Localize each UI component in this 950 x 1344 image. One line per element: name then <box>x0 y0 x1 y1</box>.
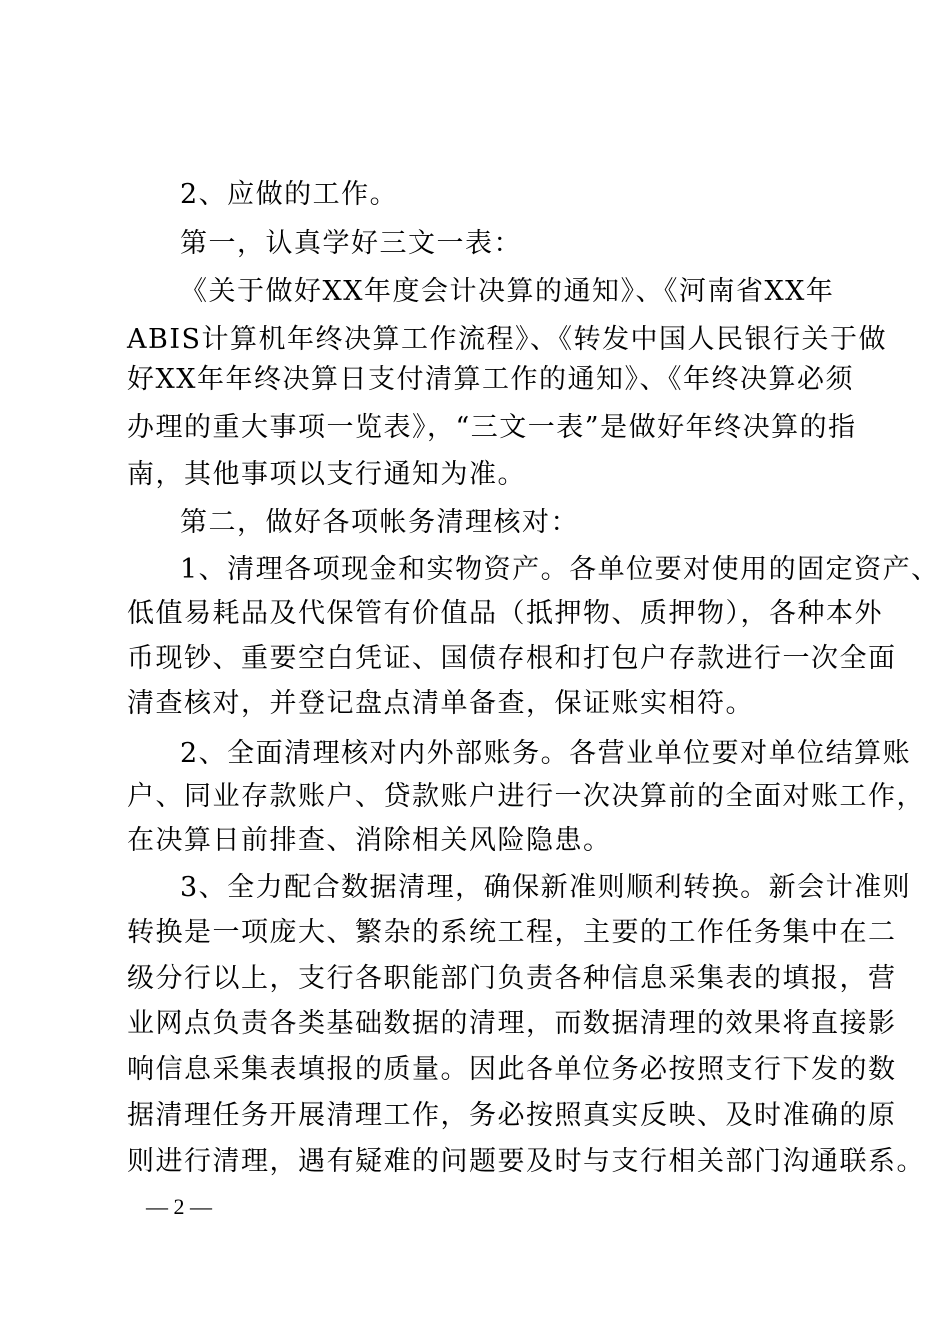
text-line: 《关于做好XX年度会计决算的通知》、《河南省XX年 <box>180 276 835 307</box>
text-line: 在决算日前排查、消除相关风险隐患。 <box>127 825 612 856</box>
text-line: 第二，做好各项帐务清理核对： <box>180 507 579 538</box>
text-line: 第一，认真学好三文一表： <box>180 228 522 259</box>
text-line: 币现钞、重要空白凭证、国债存根和打包户存款进行一次全面 <box>127 643 897 674</box>
text-line: 据清理任务开展清理工作，务必按照真实反映、及时准确的原 <box>127 1100 897 1131</box>
page-number: — 2 — <box>146 1194 212 1219</box>
text-line: 清查核对，并登记盘点清单备查，保证账实相符。 <box>127 688 754 719</box>
text-line: 则进行清理，遇有疑难的问题要及时与支行相关部门沟通联系。 <box>127 1146 925 1177</box>
text-line: 3、全力配合数据清理，确保新准则顺利转换。新会计准则 <box>180 872 912 903</box>
text-line: 响信息采集表填报的质量。因此各单位务必按照支行下发的数 <box>127 1054 897 1085</box>
text-line: 南，其他事项以支行通知为准。 <box>127 459 526 490</box>
text-line: 办理的重大事项一览表》，“三文一表”是做好年终决算的指 <box>127 412 857 443</box>
text-line: 级分行以上，支行各职能部门负责各种信息采集表的填报，营 <box>127 963 897 994</box>
text-line: 转换是一项庞大、繁杂的系统工程，主要的工作任务集中在二 <box>127 917 897 948</box>
text-line: 2、全面清理核对内外部账务。各营业单位要对单位结算账 <box>180 738 912 769</box>
text-line: 户、同业存款账户、贷款账户进行一次决算前的全面对账工作， <box>127 781 925 812</box>
text-line: ABIS计算机年终决算工作流程》、《转发中国人民银行关于做 <box>127 324 888 355</box>
text-line: 2、应做的工作。 <box>180 179 399 210</box>
text-line: 低值易耗品及代保管有价值品（抵押物、质押物），各种本外 <box>127 598 883 629</box>
text-line: 好XX年年终决算日支付清算工作的通知》、《年终决算必须 <box>127 364 854 395</box>
text-line: 1、清理各项现金和实物资产。各单位要对使用的固定资产、 <box>180 554 940 585</box>
text-line: 业网点负责各类基础数据的清理，而数据清理的效果将直接影 <box>127 1008 897 1039</box>
